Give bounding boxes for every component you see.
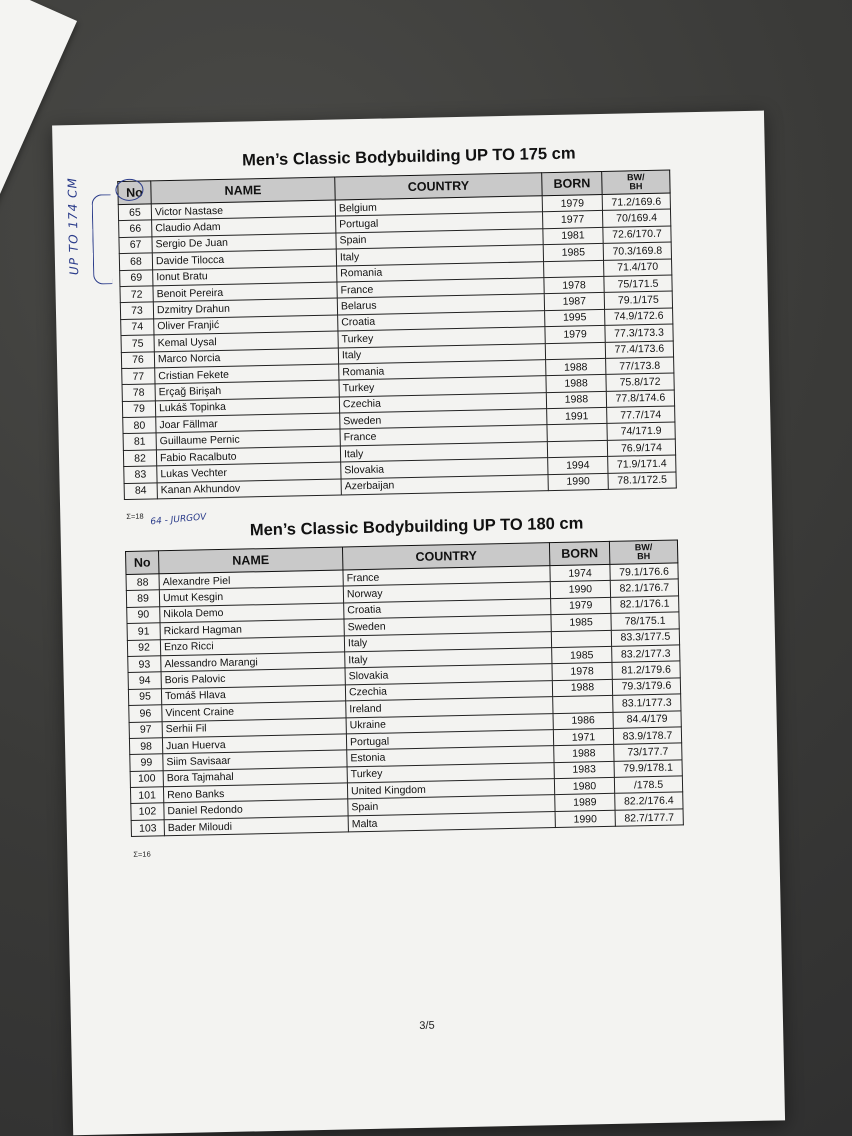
- cell-country: Spain: [336, 228, 543, 249]
- header-country: COUNTRY: [335, 173, 542, 200]
- cell-name: Kemal Uysal: [154, 331, 338, 351]
- cell-country: Ireland: [346, 697, 553, 718]
- cell-no: 74: [121, 319, 154, 336]
- cell-name: Ionut Bratu: [153, 266, 337, 286]
- cell-country: Spain: [348, 795, 555, 816]
- cell-name: Marco Norcia: [154, 348, 338, 368]
- cell-country: Italy: [336, 245, 543, 266]
- cell-country: Malta: [348, 811, 555, 832]
- cell-born: 1971: [553, 728, 613, 746]
- cell-born: 1978: [552, 663, 612, 681]
- cell-country: Italy: [344, 631, 551, 652]
- cell-no: 98: [129, 738, 162, 755]
- header-no: No: [118, 181, 151, 205]
- cell-no: 93: [128, 656, 161, 673]
- cell-born: 1979: [551, 597, 611, 615]
- cell-country: Italy: [340, 442, 547, 463]
- cell-country: Ukraine: [346, 713, 553, 734]
- header-bh: BH: [637, 551, 651, 562]
- cell-born: 1995: [545, 309, 605, 327]
- table-up-to-180: [125, 539, 684, 837]
- cell-name: Lukáš Topinka: [155, 397, 339, 417]
- cell-bw-bh: 81.2/179.6: [612, 661, 680, 679]
- cell-bw-bh: 78.1/172.5: [608, 472, 676, 490]
- cell-country: Sweden: [344, 615, 551, 636]
- cell-name: Siim Savisaar: [163, 750, 347, 770]
- cell-country: Romania: [339, 360, 546, 381]
- cell-no: 68: [119, 253, 152, 270]
- cell-born: 1991: [547, 407, 607, 425]
- cell-no: 90: [127, 607, 160, 624]
- cell-country: Czechia: [345, 680, 552, 701]
- cell-no: 89: [126, 590, 159, 607]
- cell-bw-bh: 74.9/172.6: [605, 308, 673, 326]
- cell-name: Nikola Demo: [160, 603, 344, 623]
- cell-country: France: [343, 566, 550, 587]
- cell-bw-bh: 73/177.7: [614, 743, 682, 761]
- cell-no: 78: [122, 384, 155, 401]
- cell-name: Rickard Hagman: [160, 619, 344, 639]
- cell-bw-bh: 79.9/178.1: [614, 760, 682, 778]
- header-name: NAME: [151, 177, 335, 204]
- cell-bw-bh: 82.1/176.1: [611, 596, 679, 614]
- header-bw: BW/: [634, 541, 653, 553]
- header-born: BORN: [549, 541, 609, 565]
- header-bw-bh: [609, 540, 677, 564]
- cell-bw-bh: 71.2/169.6: [602, 193, 670, 211]
- cell-no: 84: [124, 482, 157, 499]
- cell-name: Enzo Ricci: [160, 636, 344, 656]
- cell-country: Estonia: [347, 746, 554, 767]
- cell-bw-bh: 79.3/179.6: [612, 678, 680, 696]
- handwritten-vertical-note: UP TO 174 CM: [65, 177, 82, 276]
- cell-name: Lukas Vechter: [157, 462, 341, 482]
- header-bh: BH: [629, 181, 643, 192]
- table-2-count: Σ=16: [133, 849, 151, 859]
- header-no: No: [126, 551, 159, 575]
- header-bw-bh: [602, 170, 670, 194]
- cell-no: 72: [120, 286, 153, 303]
- cell-name: Dzmitry Drahun: [153, 298, 337, 318]
- cell-bw-bh: 71.4/170: [604, 259, 672, 277]
- cell-no: 96: [129, 705, 162, 722]
- cell-name: Alexandre Piel: [159, 570, 343, 590]
- cell-country: Romania: [337, 261, 544, 282]
- cell-born: 1985: [543, 244, 603, 262]
- cell-bw-bh: 77.3/173.3: [605, 324, 673, 342]
- cell-name: Bora Tajmahal: [163, 767, 347, 787]
- cell-born: 1981: [543, 227, 603, 245]
- cell-bw-bh: 76.9/174: [607, 439, 675, 457]
- cell-bw-bh: 79.1/176.6: [610, 563, 678, 581]
- cell-country: Italy: [345, 648, 552, 669]
- cell-name: Davide Tilocca: [152, 249, 336, 269]
- cell-born: 1978: [544, 276, 604, 294]
- cell-bw-bh: 71.9/171.4: [608, 455, 676, 473]
- cell-bw-bh: 74/171.9: [607, 422, 675, 440]
- cell-country: Norway: [343, 582, 550, 603]
- cell-born: 1990: [550, 581, 610, 599]
- cell-name: Fabio Racalbuto: [156, 446, 340, 466]
- header-bw: BW/: [626, 172, 645, 183]
- header-name: NAME: [159, 547, 343, 574]
- cell-born: 1990: [548, 473, 608, 491]
- cell-no: 88: [126, 574, 159, 591]
- cell-no: 76: [121, 351, 154, 368]
- cell-country: Czechia: [339, 392, 546, 413]
- cell-born: 1988: [546, 358, 606, 376]
- cell-no: 82: [123, 450, 156, 467]
- cell-born: 1979: [545, 326, 605, 344]
- handwritten-bracket: [92, 194, 113, 284]
- cell-born: 1986: [553, 712, 613, 730]
- cell-no: 95: [128, 689, 161, 706]
- cell-name: Vincent Craine: [162, 701, 346, 721]
- cell-born: 1974: [550, 564, 610, 582]
- cell-no: 94: [128, 672, 161, 689]
- cell-name: Kanan Akhundov: [157, 479, 341, 499]
- cell-bw-bh: 83.1/177.3: [613, 694, 681, 712]
- cell-born: 1979: [542, 194, 602, 212]
- cell-no: 83: [124, 466, 157, 483]
- cell-name: Claudio Adam: [152, 216, 336, 236]
- table-1-title: Men’s Classic Bodybuilding UP TO 175 cm: [241, 144, 576, 170]
- cell-born: 1985: [552, 646, 612, 664]
- cell-name: Oliver Franjić: [154, 315, 338, 335]
- cell-no: 103: [131, 820, 164, 837]
- cell-bw-bh: 75/171.5: [604, 275, 672, 293]
- cell-born: 1989: [555, 794, 615, 812]
- cell-name: Tomáš Hlava: [161, 685, 345, 705]
- cell-name: Juan Huerva: [162, 734, 346, 754]
- cell-name: Benoit Pereira: [153, 282, 337, 302]
- cell-name: Guillaume Pernic: [156, 429, 340, 449]
- cell-bw-bh: 83.3/177.5: [611, 628, 679, 646]
- cell-no: 65: [118, 204, 151, 221]
- cell-no: 100: [130, 770, 163, 787]
- table-1-count: Σ=18: [126, 511, 144, 521]
- cell-bw-bh: 70.3/169.8: [603, 242, 671, 260]
- cell-born: 1977: [543, 211, 603, 229]
- cell-country: Croatia: [338, 310, 545, 331]
- cell-country: Slovakia: [341, 458, 548, 479]
- cell-no: 69: [120, 269, 153, 286]
- cell-bw-bh: 83.9/178.7: [613, 727, 681, 745]
- cell-country: United Kingdom: [347, 779, 554, 800]
- cell-name: Erçağ Birişah: [155, 380, 339, 400]
- cell-no: 97: [129, 721, 162, 738]
- cell-country: Sweden: [340, 409, 547, 430]
- cell-name: Umut Kesgin: [159, 586, 343, 606]
- cell-country: Croatia: [344, 598, 551, 619]
- document-page: [52, 111, 785, 1136]
- cell-no: 77: [122, 368, 155, 385]
- cell-no: 101: [130, 787, 163, 804]
- cell-name: Reno Banks: [163, 783, 347, 803]
- cell-country: Turkey: [347, 762, 554, 783]
- cell-no: 75: [121, 335, 154, 352]
- cell-name: Bader Miloudi: [164, 816, 348, 836]
- cell-born: 1988: [546, 391, 606, 409]
- cell-no: 81: [123, 433, 156, 450]
- cell-born: 1988: [552, 679, 612, 697]
- cell-country: Italy: [338, 343, 545, 364]
- cell-born: [551, 630, 611, 648]
- cell-no: 102: [131, 803, 164, 820]
- header-born: BORN: [542, 171, 602, 195]
- cell-no: 80: [123, 417, 156, 434]
- cell-no: 67: [119, 237, 152, 254]
- cell-no: 79: [122, 401, 155, 418]
- cell-name: Serhii Fil: [162, 717, 346, 737]
- cell-country: France: [340, 425, 547, 446]
- cell-bw-bh: 83.2/177.3: [612, 645, 680, 663]
- cell-born: [553, 695, 613, 713]
- cell-born: [545, 342, 605, 360]
- cell-name: Alessandro Marangi: [161, 652, 345, 672]
- cell-no: 66: [119, 220, 152, 237]
- header-country: COUNTRY: [342, 543, 549, 570]
- cell-bw-bh: 82.2/176.4: [615, 792, 683, 810]
- cell-born: [547, 440, 607, 458]
- cell-born: 1988: [546, 375, 606, 393]
- cell-bw-bh: 77.7/174: [607, 406, 675, 424]
- cell-country: Azerbaijan: [341, 474, 548, 495]
- cell-bw-bh: 84.4/179: [613, 710, 681, 728]
- cell-born: 1983: [554, 761, 614, 779]
- handwritten-note: 64 - JURGOV: [150, 512, 207, 528]
- cell-born: [547, 424, 607, 442]
- table-2-title: Men’s Classic Bodybuilding UP TO 180 cm: [249, 514, 584, 540]
- cell-country: Turkey: [338, 327, 545, 348]
- cell-bw-bh: 77/173.8: [606, 357, 674, 375]
- cell-bw-bh: 72.6/170.7: [603, 226, 671, 244]
- cell-born: 1980: [554, 777, 614, 795]
- cell-no: 99: [130, 754, 163, 771]
- cell-bw-bh: 75.8/172: [606, 373, 674, 391]
- cell-born: 1994: [548, 457, 608, 475]
- cell-bw-bh: 82.7/177.7: [615, 809, 683, 827]
- table-up-to-175: [117, 170, 677, 501]
- cell-bw-bh: 82.1/176.7: [610, 579, 678, 597]
- cell-name: Sergio De Juan: [152, 233, 336, 253]
- cell-name: Boris Palovic: [161, 668, 345, 688]
- cell-country: Belgium: [335, 196, 542, 217]
- cell-bw-bh: 77.8/174.6: [606, 390, 674, 408]
- cell-no: 91: [127, 623, 160, 640]
- cell-born: 1987: [544, 293, 604, 311]
- cell-bw-bh: 78/175.1: [611, 612, 679, 630]
- cell-country: France: [337, 278, 544, 299]
- cell-country: Portugal: [336, 212, 543, 233]
- page-number: 3/5: [419, 1019, 435, 1032]
- cell-born: 1990: [555, 810, 615, 828]
- cell-born: [544, 260, 604, 278]
- cell-name: Joar Fällmar: [156, 413, 340, 433]
- cell-country: Portugal: [346, 729, 553, 750]
- cell-country: Belarus: [337, 294, 544, 315]
- cell-name: Victor Nastase: [151, 200, 335, 220]
- cell-no: 92: [127, 639, 160, 656]
- cell-country: Slovakia: [345, 664, 552, 685]
- cell-bw-bh: /178.5: [614, 776, 682, 794]
- cell-country: Turkey: [339, 376, 546, 397]
- cell-name: Daniel Redondo: [164, 799, 348, 819]
- cell-born: 1988: [554, 745, 614, 763]
- cell-no: 73: [120, 302, 153, 319]
- cell-name: Cristian Fekete: [155, 364, 339, 384]
- cell-bw-bh: 77.4/173.6: [605, 341, 673, 359]
- cell-bw-bh: 70/169.4: [602, 209, 670, 227]
- cell-born: 1985: [551, 614, 611, 632]
- cell-bw-bh: 79.1/175: [604, 291, 672, 309]
